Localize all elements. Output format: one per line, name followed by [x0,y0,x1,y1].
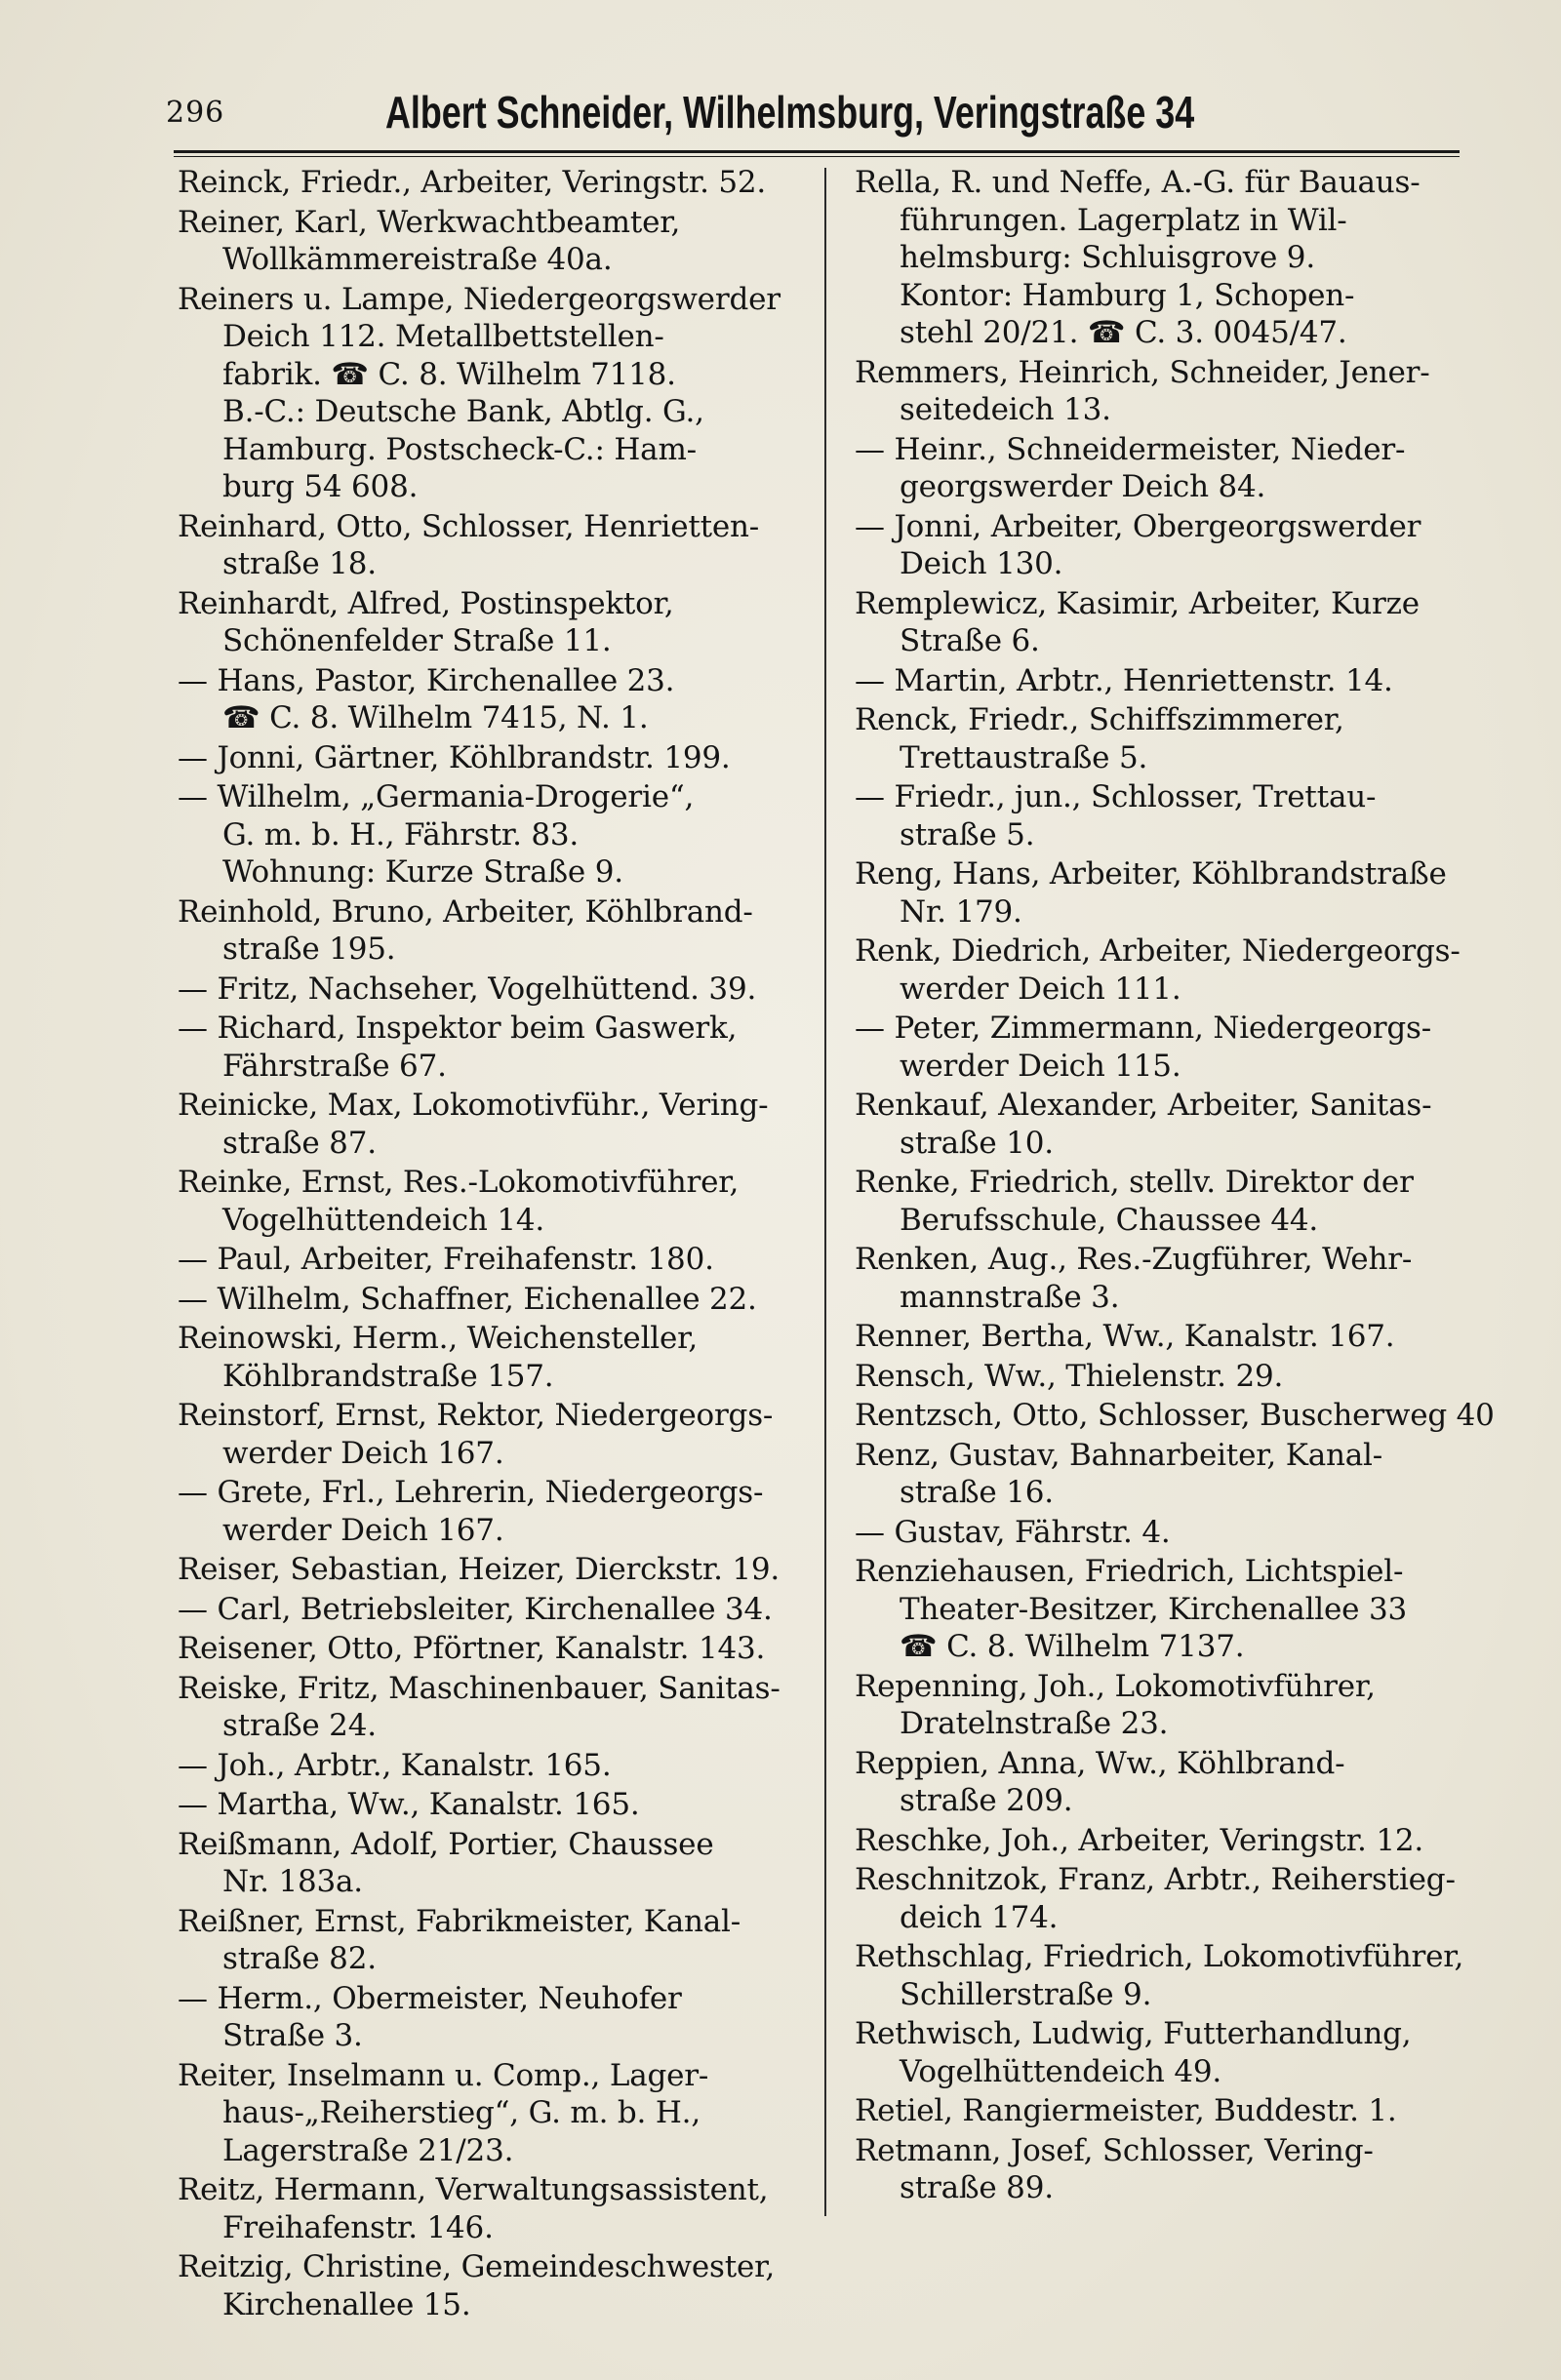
directory-entry [178,778,821,892]
directory-entry [178,1320,821,1395]
entry-text: Reschke, Joh., Arbeiter, Veringstr. 12. [855,1822,1424,1858]
entry-text: — Herm., Obermeister, Neuhofer Straße 3. [178,1980,682,2053]
entry-text: — Richard, Inspektor beim Gaswerk, Fährstraße 67. [178,1011,738,1084]
entry-text: Reng, Hans, Arbeiter, Köhlbrandstraße Nr. 179. [855,856,1447,930]
entry-text: Renkauf, Alexander, Arbeiter, Sanitas- straße 10. [855,1088,1432,1161]
directory-entry [855,585,1499,660]
left-column [178,164,821,2325]
entry-text: Remplewicz, Kasimir, Arbeiter, Kurze Straße 6. [855,585,1420,658]
directory-entry [855,1668,1499,1743]
entry-text: Reiners u. Lampe, Niedergeorgswerder Deich 112. Metallbettstellen- fabrik. ☎ C. 8. Wilhelm 7118. B.-C.: Deutsche Bank, Abtlg. G., Hamburg. Postscheck-C.: Ham- burg 54 608. [178,281,780,504]
entry-text: — Joh., Arbtr., Kanalstr. 165. [178,1747,612,1783]
directory-entry [855,1822,1499,1860]
directory-entry [178,1397,821,1472]
entry-text: Reiske, Fritz, Maschinenbauer, Sanitas- straße 24. [178,1670,780,1743]
directory-entry [178,508,821,583]
page-number: 296 [166,96,225,130]
directory-entry [855,354,1499,429]
entry-text: Remmers, Heinrich, Schneider, Jener- seitedeich 13. [855,354,1430,427]
entry-text: Renz, Gustav, Bahnarbeiter, Kanal- straße 16. [855,1437,1383,1510]
entry-text: Rentzsch, Otto, Schlosser, Buscherweg 40 [855,1398,1495,1433]
entry-text: — Martha, Ww., Kanalstr. 165. [178,1787,640,1822]
directory-entry [855,1861,1499,1936]
directory-entry [855,1938,1499,2013]
directory-entry [178,1010,821,1085]
entry-text: — Peter, Zimmermann, Niedergeorgs- werder Deich 115. [855,1011,1432,1084]
page-header [166,86,1463,154]
directory-entry [178,1164,821,1239]
entry-text: Repenning, Joh., Lokomotivführer, Dratelnstraße 23. [855,1668,1376,1741]
entry-text: — Jonni, Arbeiter, Obergeorgswerder Deich 130. [855,508,1421,581]
directory-entry [855,855,1499,931]
header-rule [174,150,1460,157]
entry-text: Reißmann, Adolf, Portier, Chaussee Nr. 183a. [178,1826,714,1899]
directory-entry [855,1397,1499,1435]
entry-text: Renken, Aug., Res.-Zugführer, Wehr- mannstraße 3. [855,1242,1413,1315]
entry-text: Rella, R. und Neffe, A.-G. für Bauaus- führungen. Lagerplatz in Wil- helmsburg: Schluisgrove 9. Kontor: Hamburg 1, Schopen- stehl 20/21. ☎ C. 3. 0045/47. [855,165,1421,350]
entry-text: — Fritz, Nachseher, Vogelhüttend. 39. [178,971,757,1007]
directory-entry [178,1670,821,1745]
entry-text: Reinck, Friedr., Arbeiter, Veringstr. 52. [178,165,767,200]
entry-text: Reisener, Otto, Pförtner, Kanalstr. 143. [178,1631,766,1666]
directory-entry [178,1747,821,1785]
entry-text: — Wilhelm, Schaffner, Eichenallee 22. [178,1281,757,1317]
entry-text: Rethschlag, Friedrich, Lokomotivführer, Schillerstraße 9. [855,1939,1464,2012]
directory-entry [855,1241,1499,1316]
directory-entry [855,431,1499,506]
directory-entry [178,2057,821,2170]
directory-entry [178,164,821,202]
entry-text: Reinicke, Max, Lokomotivführ., Vering- straße 87. [178,1088,769,1161]
entry-text: Retmann, Josef, Schlosser, Vering- straße 89. [855,2132,1374,2205]
directory-entry [855,1164,1499,1239]
entry-text: Reschnitzok, Franz, Arbtr., Reiherstieg- deich 174. [855,1862,1456,1935]
entry-text: Reißner, Ernst, Fabrikmeister, Kanal- straße 82. [178,1903,741,1976]
directory-entry [178,893,821,969]
entry-text: Reinowski, Herm., Weichensteller, Köhlbrandstraße 157. [178,1321,699,1394]
directory-entry [855,932,1499,1008]
directory-entry [855,1514,1499,1552]
column-divider [824,168,826,2216]
entry-text: Reinke, Ernst, Res.-Lokomotivführer, Vogelhüttendeich 14. [178,1165,740,1238]
entry-text: Renziehausen, Friedrich, Lichtspiel- Theater-Besitzer, Kirchenallee 33 ☎ C. 8. Wilhelm 7137. [855,1554,1408,1664]
entry-text: — Carl, Betriebsleiter, Kirchenallee 34. [178,1591,773,1627]
directory-entry [178,1826,821,1901]
directory-entry [855,2015,1499,2090]
directory-entry [178,662,821,737]
directory-entry [855,778,1499,853]
entry-text: Reinhold, Bruno, Arbeiter, Köhlbrand- straße 195. [178,893,753,967]
entry-text: Renck, Friedr., Schiffszimmerer, Trettaustraße 5. [855,702,1344,775]
entry-text: — Friedr., jun., Schlosser, Trettau- straße 5. [855,779,1377,853]
directory-entry [178,1474,821,1549]
entry-text: Rensch, Ww., Thielenstr. 29. [855,1358,1284,1394]
directory-entry [178,204,821,279]
entry-text: Reinhard, Otto, Schlosser, Henrietten- straße 18. [178,508,760,581]
directory-entry [855,662,1499,700]
directory-entry [178,739,821,777]
directory-entry [178,1281,821,1319]
entry-text: Rethwisch, Ludwig, Futterhandlung, Vogelhüttendeich 49. [855,2016,1412,2089]
directory-entry [855,2132,1499,2207]
directory-entry [855,701,1499,776]
directory-entry [855,164,1499,352]
entry-text: Reppien, Anna, Ww., Köhlbrand- straße 209. [855,1745,1345,1818]
directory-entry [855,1318,1499,1356]
entry-text: — Heinr., Schneidermeister, Nieder- georgswerder Deich 84. [855,431,1406,504]
entry-text: Reinstorf, Ernst, Rektor, Niedergeorgs- werder Deich 167. [178,1398,774,1471]
directory-entry [178,2171,821,2246]
directory-entry [855,1010,1499,1085]
entry-text: — Gustav, Fährstr. 4. [855,1514,1171,1550]
entry-text: Reitzig, Christine, Gemeindeschwester, Kirchenallee 15. [178,2249,775,2322]
entry-text: Reiter, Inselmann u. Comp., Lager- haus-„Reiherstieg“, G. m. b. H., Lagerstraße 21/23. [178,2057,709,2168]
entry-text: — Hans, Pastor, Kirchenallee 23. ☎ C. 8. Wilhelm 7415, N. 1. [178,662,675,735]
entry-text: Reiser, Sebastian, Heizer, Dierckstr. 19. [178,1552,780,1587]
directory-entry [178,1551,821,1589]
directory-entry [855,1437,1499,1512]
entry-text: Retiel, Rangiermeister, Buddestr. 1. [855,2093,1397,2128]
directory-entry [178,281,821,506]
directory-entry [178,1591,821,1629]
directory-entry [178,1980,821,2055]
directory-entry [178,971,821,1009]
entry-text: Renner, Bertha, Ww., Kanalstr. 167. [855,1319,1395,1354]
entry-text: Reitz, Hermann, Verwaltungsassistent, Freihafenstr. 146. [178,2172,769,2245]
entry-text: — Martin, Arbtr., Henriettenstr. 14. [855,662,1393,698]
directory-entry [178,1786,821,1824]
running-head-title: Albert Schneider, Wilhelmsburg, Veringstraße 34 [385,87,1195,138]
entry-text: Reiner, Karl, Werkwachtbeamter, Wollkämmereistraße 40a. [178,204,681,277]
directory-entry [178,2248,821,2323]
directory-entry [855,508,1499,583]
entry-text: — Wilhelm, „Germania-Drogerie“, G. m. b. H., Fährstr. 83. Wohnung: Kurze Straße 9. [178,779,695,890]
directory-entry [855,2092,1499,2130]
directory-entry [178,1087,821,1162]
directory-entry [855,1745,1499,1820]
entry-text: — Jonni, Gärtner, Köhlbrandstr. 199. [178,739,731,775]
entry-text: — Paul, Arbeiter, Freihafenstr. 180. [178,1242,714,1277]
directory-entry [855,1358,1499,1396]
entry-text: — Grete, Frl., Lehrerin, Niedergeorgs- werder Deich 167. [178,1475,764,1548]
directory-entry [855,1553,1499,1666]
entry-text: Renke, Friedrich, stellv. Direktor der Berufsschule, Chaussee 44. [855,1165,1414,1238]
right-column [855,164,1499,2209]
entry-text: Renk, Diedrich, Arbeiter, Niedergeorgs- werder Deich 111. [855,933,1461,1007]
directory-entry [855,1087,1499,1162]
directory-entry [178,1903,821,1978]
entry-text: Reinhardt, Alfred, Postinspektor, Schönenfelder Straße 11. [178,585,674,658]
directory-entry [178,1630,821,1668]
directory-entry [178,1241,821,1279]
directory-entry [178,585,821,660]
